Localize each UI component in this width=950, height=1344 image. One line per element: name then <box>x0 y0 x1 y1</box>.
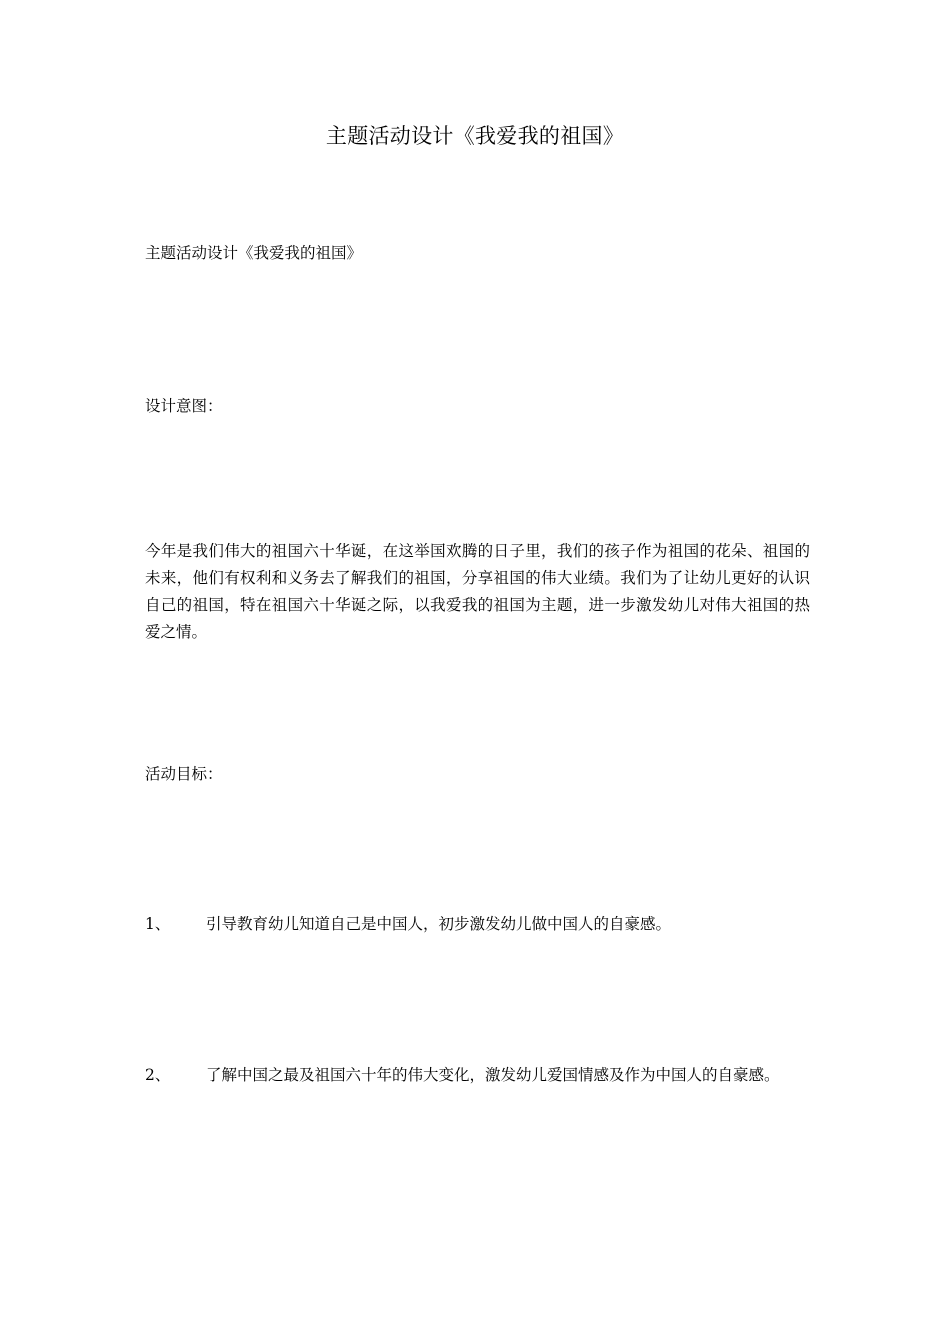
goal-item <box>145 1062 810 1089</box>
document-subtitle: 主题活动设计《我爱我的祖国》 <box>145 244 363 262</box>
goals-label: 活动目标： <box>145 765 223 783</box>
goal-item <box>145 911 810 938</box>
design-intent-body: 今年是我们伟大的祖国六十华诞，在这举国欢腾的日子里，我们的孩子作为祖国的花朵、祖国的未来，他们有权利和义务去了解我们的祖国，分享祖国的伟大业绩。我们为了让幼儿更好的认识自己的祖国，特在祖国六十华诞之际，以我爱我的祖国为主题，进一步激发幼儿对伟大祖国的热爱之情。 <box>145 542 810 641</box>
goal-text: 了解中国之最及祖国六十年的伟大变化，激发幼儿爱国情感及作为中国人的自豪感。 <box>206 1066 780 1084</box>
goal-number: 2、 <box>145 1066 171 1084</box>
goal-number: 1、 <box>145 915 171 933</box>
document-title: 主题活动设计《我爱我的祖国》 <box>325 124 625 148</box>
design-intent-label: 设计意图： <box>145 397 223 415</box>
goal-text: 引导教育幼儿知道自己是中国人，初步激发幼儿做中国人的自豪感。 <box>206 915 672 933</box>
